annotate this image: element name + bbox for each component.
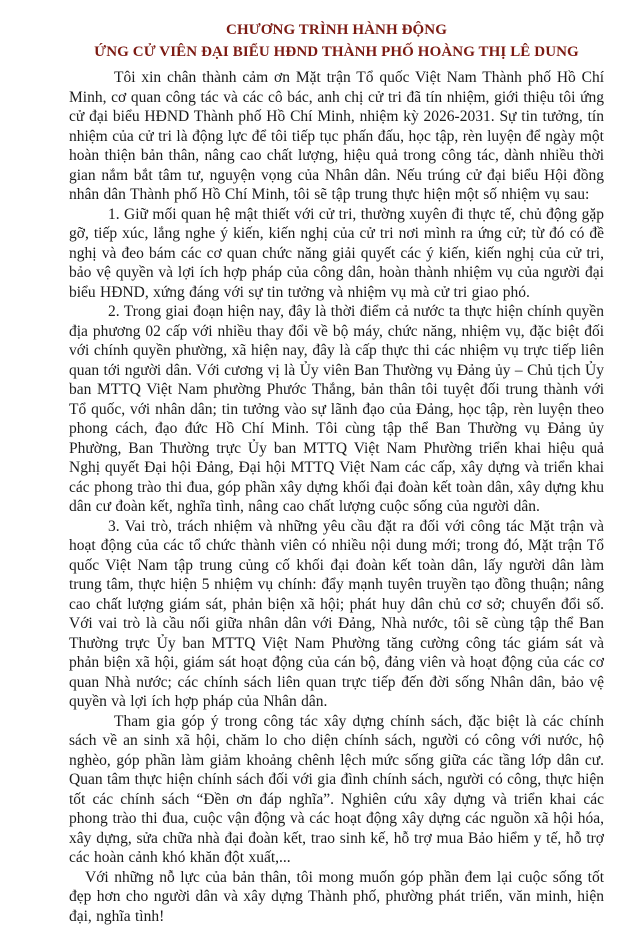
document-title <box>69 20 604 63</box>
paragraph-item-1: 1. Giữ mối quan hệ mật thiết với cử tri, thường xuyên đi thực tế, chủ động gặp gỡ, tiếp xúc, lắng nghe ý kiến, kiến nghị của cử tri nơi mình ra ứng cử; từ đó có đề nghị và đeo bám các cơ quan chức năng giải quyết các ý kiến, kiến nghị của cử tri, bảo vệ quyền và lợi ích hợp pháp của công dân, hoàn thành nhiệm vụ của người đại biểu HĐND, xứng đáng với sự tin tưởng và nhiệm vụ mà cử tri giao phó. <box>69 205 604 303</box>
paragraph-closing: Với những nỗ lực của bản thân, tôi mong muốn góp phần đem lại cuộc sống tốt đẹp hơn cho người dân và xây dựng Thành phố, phường phát triển, văn minh, hiện đại, nghĩa tình! <box>69 868 604 926</box>
paragraph-item-3: 3. Vai trò, trách nhiệm và những yêu cầu đặt ra đối với công tác Mặt trận và hoạt động của các tổ chức thành viên có nhiều nội dung mới; trong đó, Mặt trận Tổ quốc Việt Nam tập trung củng cố khối đại đoàn kết toàn dân, lấy người dân làm trung tâm, thực hiện 5 nhiệm vụ chính: đẩy mạnh tuyên truyền tạo đồng thuận; nâng cao chất lượng giám sát, phản biện xã hội; phát huy dân chủ cơ sở; chuyển đổi số. Với vai trò là cầu nối giữa nhân dân với Đảng, Nhà nước, tôi sẽ cùng tập thể Ban Thường trực Ủy ban MTTQ Việt Nam Phường tăng cường công tác giám sát và phản biện xã hội, giám sát hoạt động của cán bộ, đảng viên và hoạt động của các cơ quan Nhà nước; các chính sách liên quan trực tiếp đến đời sống Nhân dân, bảo vệ quyền và lợi ích hợp pháp của Nhân dân. <box>69 517 604 712</box>
paragraph-intro: Tôi xin chân thành cảm ơn Mặt trận Tổ quốc Việt Nam Thành phố Hồ Chí Minh, cơ quan công tác và các cô bác, anh chị cử tri đã tín nhiệm, giới thiệu tôi ứng cử đại biểu HĐND Thành phố Hồ Chí Minh, nhiệm kỳ 2026-2031. Sự tin tưởng, tín nhiệm của cử tri là động lực để tôi tiếp tục phấn đấu, học tập, rèn luyện để ngày một hoàn thiện bản thân, nâng cao chất lượng, hiệu quả trong công tác, dành nhiều thời gian nắm bắt tâm tư, nguyện vọng của Nhân dân. Nếu trúng cử đại biểu Hội đồng nhân dân Thành phố Hồ Chí Minh, tôi sẽ tập trung thực hiện một số nhiệm vụ sau: <box>69 68 604 205</box>
paragraph-tham-gia: Tham gia góp ý trong công tác xây dựng chính sách, đặc biệt là các chính sách về an sinh xã hội, chăm lo cho diện chính sách, người có công với nước, hộ nghèo, góp phần làm giảm khoảng chênh lệch mức sống giữa các tầng lớp dân cư. Quan tâm thực hiện chính sách đối với gia đình chính sách, người có công, thực hiện tốt các chính sách “Đền ơn đáp nghĩa”. Nghiên cứu xây dựng và triển khai các phong trào thi đua, cuộc vận động và các hoạt động xây dựng các nguồn xã hội hóa, xây dựng, sửa chữa nhà đại đoàn kết, trao sinh kế, hỗ trợ mua Bảo hiểm y tế, hỗ trợ các hoàn cảnh khó khăn đột xuất,... <box>69 712 604 868</box>
title-line-2: ỨNG CỬ VIÊN ĐẠI BIỂU HĐND THÀNH PHỐ HOÀNG THỊ LÊ DUNG <box>69 42 604 64</box>
title-line-1: CHƯƠNG TRÌNH HÀNH ĐỘNG <box>69 20 604 42</box>
paragraph-item-2: 2. Trong giai đoạn hiện nay, đây là thời điểm cả nước ta thực hiện chính quyền địa phương 02 cấp với nhiều thay đổi về bộ máy, chức năng, nhiệm vụ, đặc biệt đối với chính quyền phường, xã hiện nay, đây là cấp thực thi các nhiệm vụ trực tiếp liên quan tới người dân. Với cương vị là Ủy viên Ban Thường vụ Đảng ủy – Chủ tịch Ủy ban MTTQ Việt Nam phường Phước Thắng, bản thân tôi tuyệt đối trung thành với Tổ quốc, với nhân dân; tin tưởng vào sự lãnh đạo của Đảng, học tập, rèn luyện theo phong cách, đạo đức Hồ Chí Minh. Tôi cùng tập thể Ban Thường vụ Đảng ủy Phường, Ban Thường trực Ủy ban MTTQ Việt Nam Phường triển khai hiệu quả Nghị quyết Đại hội Đảng, Đại hội MTTQ Việt Nam các cấp, xây dựng và triển khai các phong trào thi đua, góp phần xây dựng khối đại đoàn kết toàn dân, xây dựng khu dân cư đoàn kết, nghĩa tình, nâng cao chất lượng cuộc sống của người dân. <box>69 302 604 517</box>
